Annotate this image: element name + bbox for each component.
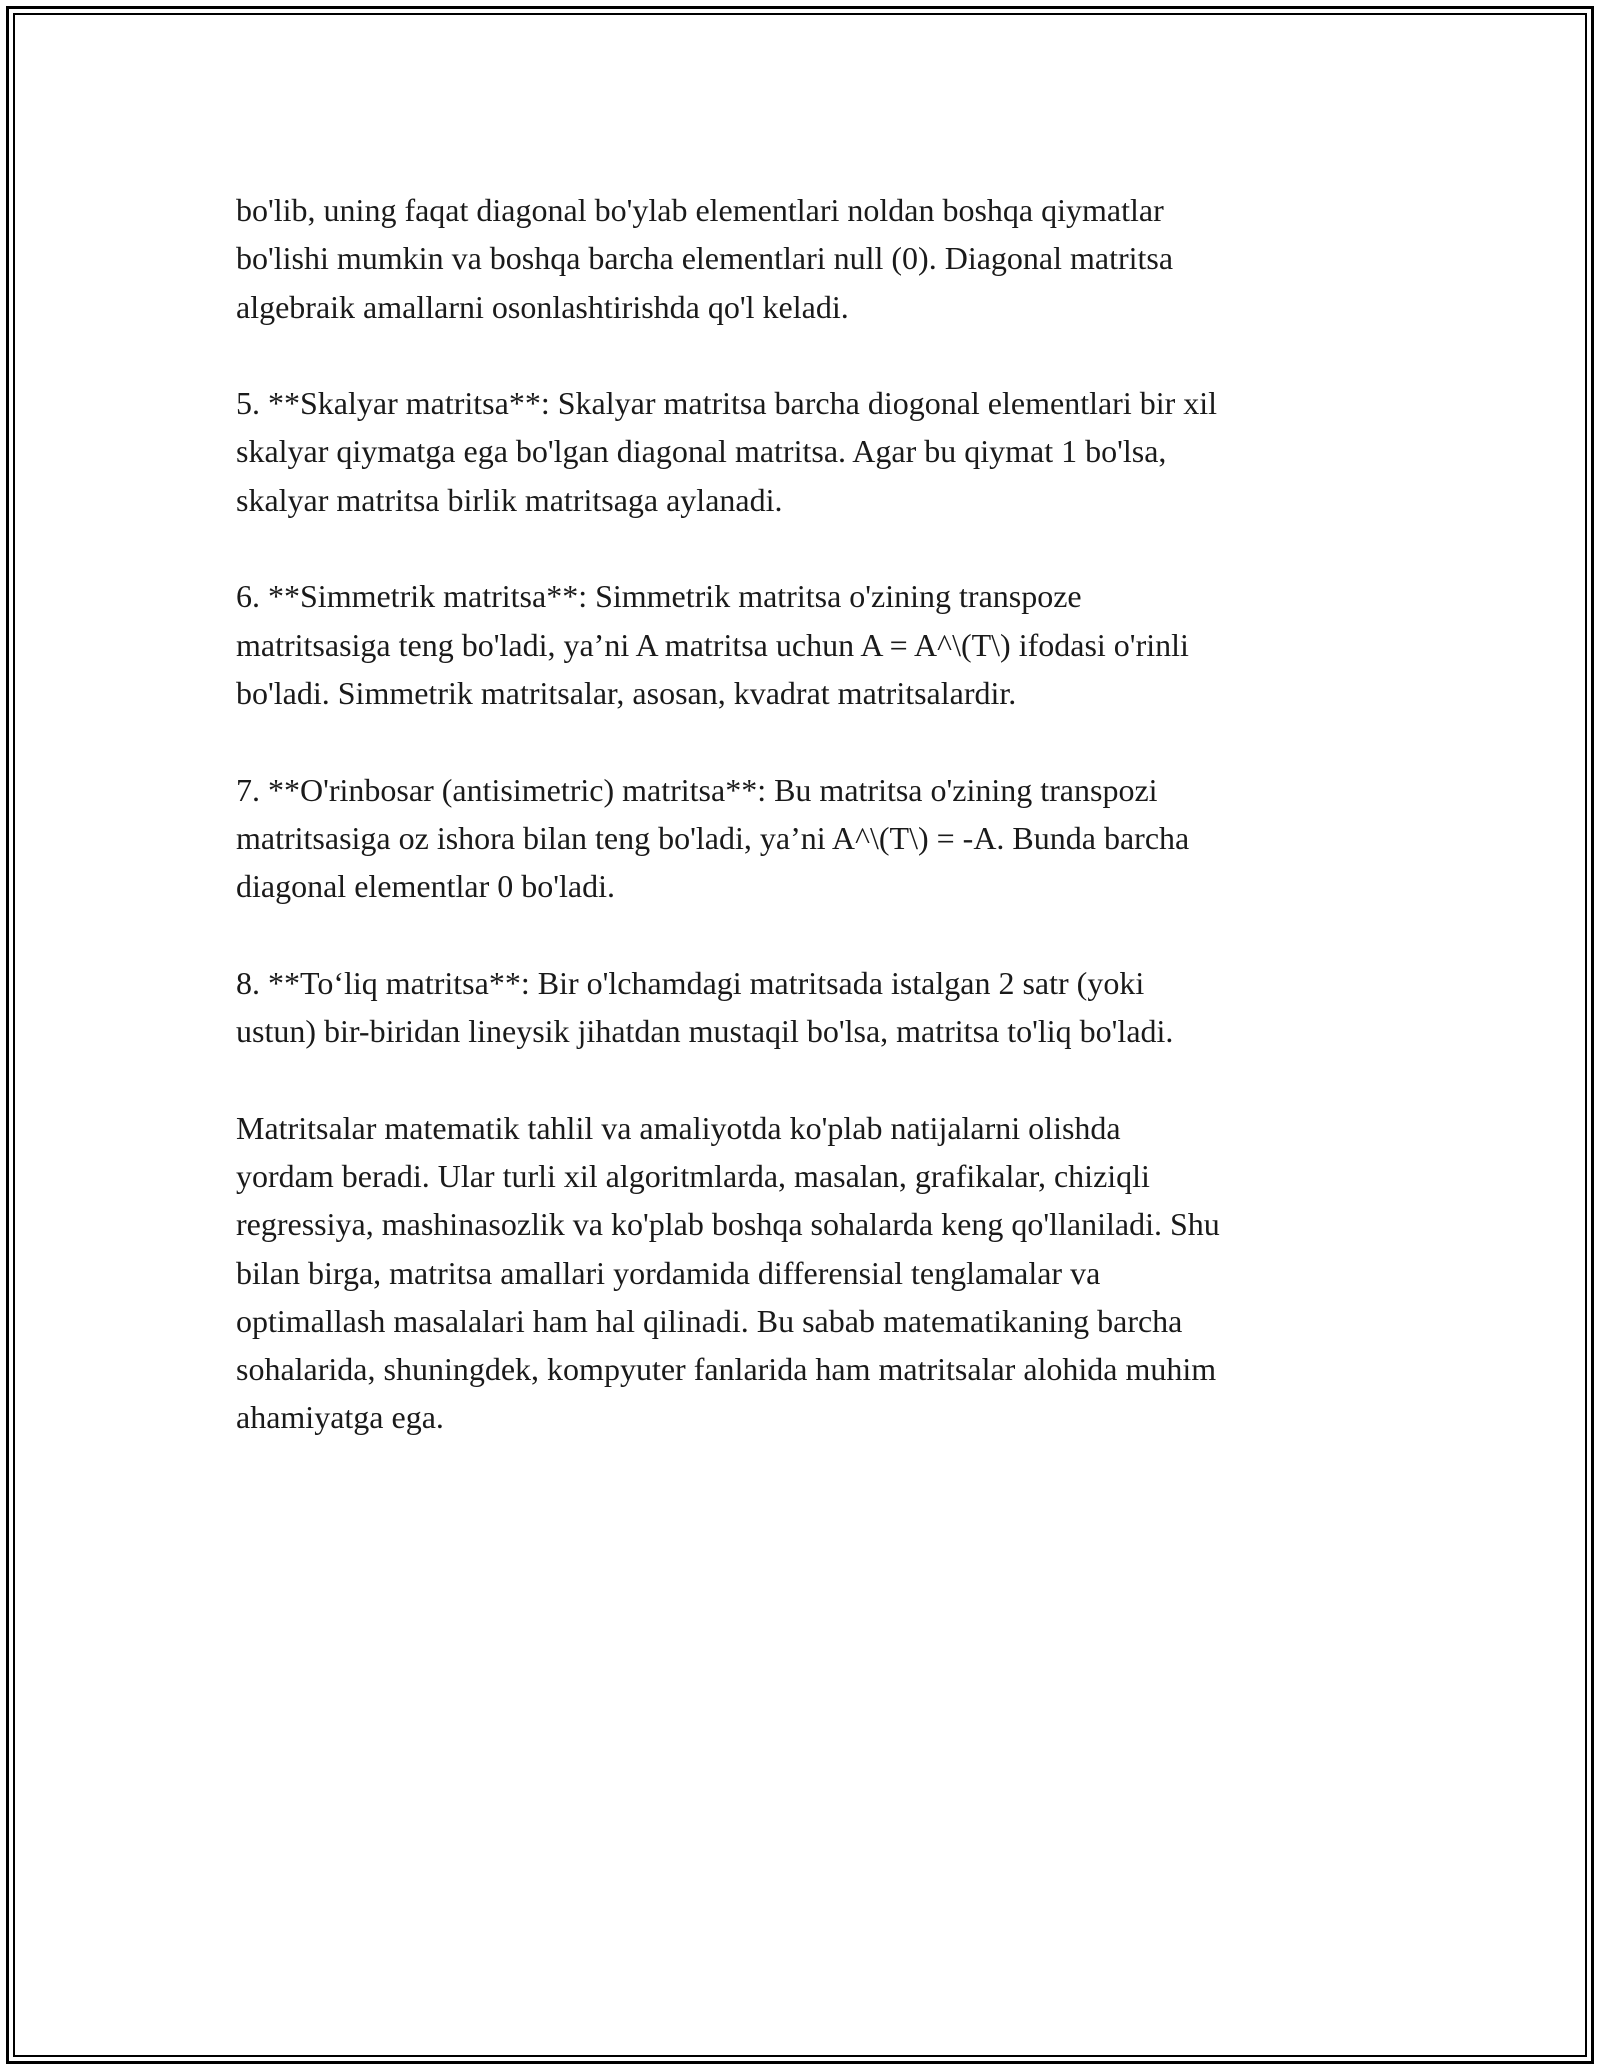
paragraph-full-rank-matrix: 8. **To‘liq matritsa**: Bir o'lchamdagi matritsada istalgan 2 satr (yoki ustun) bir-biridan lineysik jihatdan mustaqil bo'lsa, matritsa to'liq bo'ladi. — [236, 964, 1174, 1050]
paragraph-conclusion: Matritsalar matematik tahlil va amaliyotda ko'plab natijalarni olishda yordam beradi. Ular turli xil algoritmlarda, masalan, grafikalar, chiziqli regressiya, mashinasozlik va ko'plab boshqa sohalarda keng qo'llaniladi. Shu bilan birga, matritsa amallari yordamida differensial tenglamalar va optimallash masalalari ham hal qilinadi. Bu sabab matematikaning barcha sohalarida, shuningdek, kompyuter fanlarida ham matritsalar alohida muhim ahamiyatga ega. — [236, 1109, 1220, 1436]
paragraph-diagonal-continuation: bo'lib, uning faqat diagonal bo'ylab elementlari noldan boshqa qiymatlar bo'lishi mumkin va boshqa barcha elementlari null (0). Diagonal matritsa algebraik amallarni osonlashtirishda qo'l keladi. — [236, 192, 1174, 325]
paragraph-antisymmetric-matrix: 7. **O'rinbosar (antisimetric) matritsa**: Bu matritsa o'zining transpozi matritsasiga oz ishora bilan teng bo'ladi, ya’ni A^\(T\) = -A. Bunda barcha diagonal elementlar 0 bo'ladi. — [236, 771, 1190, 905]
paragraph-scalar-matrix: 5. **Skalyar matritsa**: Skalyar matritsa barcha diogonal elementlari bir xil skalyar qiymatga ega bo'lgan diagonal matritsa. Agar bu qiymat 1 bo'lsa, skalyar matritsa birlik matritsaga aylanadi. — [236, 385, 1218, 518]
document-body — [236, 186, 1366, 1490]
paragraph-symmetric-matrix: 6. **Simmetrik matritsa**: Simmetrik matritsa o'zining transpoze matritsasiga teng bo'ladi, ya’ni A matritsa uchun A = A^\(T\) ifodasi o'rinli bo'ladi. Simmetrik matritsalar, asosan, kvadrat matritsalardir. — [236, 578, 1189, 711]
